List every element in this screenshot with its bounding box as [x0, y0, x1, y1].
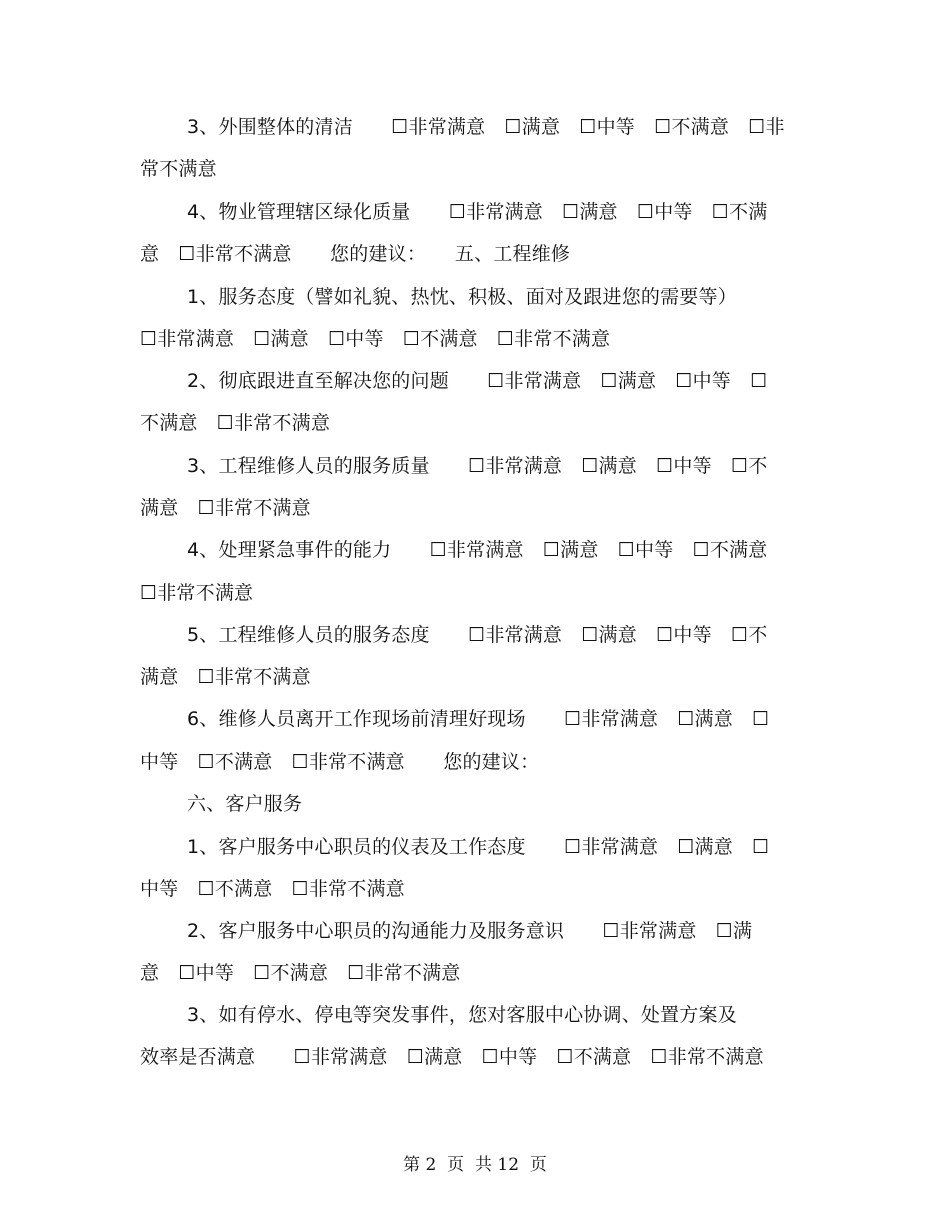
text-line: 3、外围整体的清洁 ☐非常满意 ☐满意 ☐中等 ☐不满意 ☐非	[187, 116, 785, 138]
text-line: 意 ☐非常不满意 您的建议： 五、工程维修	[140, 243, 571, 265]
text-line: 满意 ☐非常不满意	[140, 666, 311, 688]
text-line: 4、物业管理辖区绿化质量 ☐非常满意 ☐满意 ☐中等 ☐不满	[187, 201, 768, 223]
text-line: 常不满意	[140, 158, 217, 180]
page-footer: 第 2 页 共 12 页	[403, 1155, 547, 1175]
text-line: 中等 ☐不满意 ☐非常不满意	[140, 878, 405, 900]
text-line: 2、彻底跟进直至解决您的问题 ☐非常满意 ☐满意 ☐中等 ☐	[187, 370, 768, 392]
text-line: ☐非常不满意	[140, 582, 254, 604]
text-line: 5、工程维修人员的服务态度 ☐非常满意 ☐满意 ☐中等 ☐不	[187, 624, 768, 646]
text-line: 6、维修人员离开工作现场前清理好现场 ☐非常满意 ☐满意 ☐	[187, 708, 770, 730]
text-line: 3、工程维修人员的服务质量 ☐非常满意 ☐满意 ☐中等 ☐不	[187, 455, 768, 477]
text-line: 中等 ☐不满意 ☐非常不满意 您的建议：	[140, 751, 540, 773]
text-line: 2、客户服务中心职员的沟通能力及服务意识 ☐非常满意 ☐满	[187, 920, 753, 942]
text-line: 意 ☐中等 ☐不满意 ☐非常不满意	[140, 962, 461, 984]
section-heading: 六、客户服务	[187, 793, 303, 815]
text-line: 不满意 ☐非常不满意	[140, 412, 331, 434]
text-line: 满意 ☐非常不满意	[140, 497, 311, 519]
text-line: 4、处理紧急事件的能力 ☐非常满意 ☐满意 ☐中等 ☐不满意	[187, 539, 768, 561]
text-line: 3、如有停水、停电等突发事件，您对客服中心协调、处置方案及	[187, 1004, 737, 1026]
text-line: 1、客户服务中心职员的仪表及工作态度 ☐非常满意 ☐满意 ☐	[187, 836, 770, 858]
text-line: 1、服务态度（譬如礼貌、热忱、积极、面对及跟进您的需要等）	[187, 286, 737, 308]
text-line: 效率是否满意 ☐非常满意 ☐满意 ☐中等 ☐不满意 ☐非常不满意	[140, 1046, 764, 1068]
text-line: ☐非常满意 ☐满意 ☐中等 ☐不满意 ☐非常不满意	[140, 328, 611, 350]
